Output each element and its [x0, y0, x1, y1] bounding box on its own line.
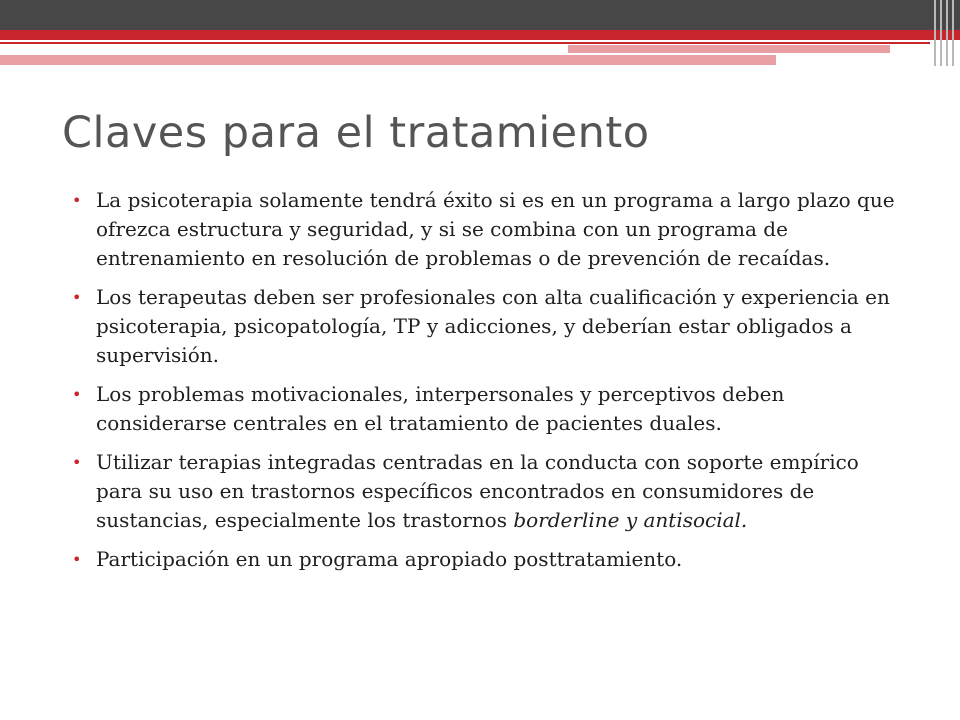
header-pink-bar-lower	[0, 55, 776, 65]
header-dark-bar	[0, 0, 960, 30]
header-pink-bar-upper	[568, 45, 890, 53]
header-vertical-lines	[930, 0, 960, 66]
bullet-text: La psicoterapia solamente tendrá éxito si es en un programa a largo plazo que ofrezca estructura y seguridad, y si se combina con un programa de entrenamiento en resolución de problemas o de prevención de recaídas.	[96, 188, 895, 270]
bullet-text: Los terapeutas deben ser profesionales con alta cualificación y experiencia en psicoterapia, psicopatología, TP y adicciones, y deberían estar obligados a supervisión.	[96, 285, 890, 367]
vertical-line	[946, 0, 948, 66]
bullet-list	[70, 186, 910, 584]
vertical-line	[952, 0, 954, 66]
bullet-item	[70, 380, 910, 438]
vertical-line	[940, 0, 942, 66]
vertical-line	[934, 0, 936, 66]
header-thin-red-line	[0, 42, 930, 44]
header-red-band	[0, 30, 960, 40]
bullet-italic-text: borderline y antisocial.	[513, 508, 748, 532]
slide-title: Claves para el tratamiento	[62, 108, 650, 158]
bullet-item	[70, 283, 910, 370]
bullet-text: Utilizar terapias integradas centradas en la conducta con soporte empírico para su uso en trastornos específicos encontrados en consumidores de sustancias, especialmente los trastornos	[96, 450, 859, 532]
bullet-item	[70, 186, 910, 273]
bullet-item	[70, 545, 910, 574]
bullet-item	[70, 448, 910, 535]
bullet-text: Los problemas motivacionales, interpersonales y perceptivos deben considerarse centrales en el tratamiento de pacientes duales.	[96, 382, 785, 435]
bullet-text: Participación en un programa apropiado posttratamiento.	[96, 547, 683, 571]
